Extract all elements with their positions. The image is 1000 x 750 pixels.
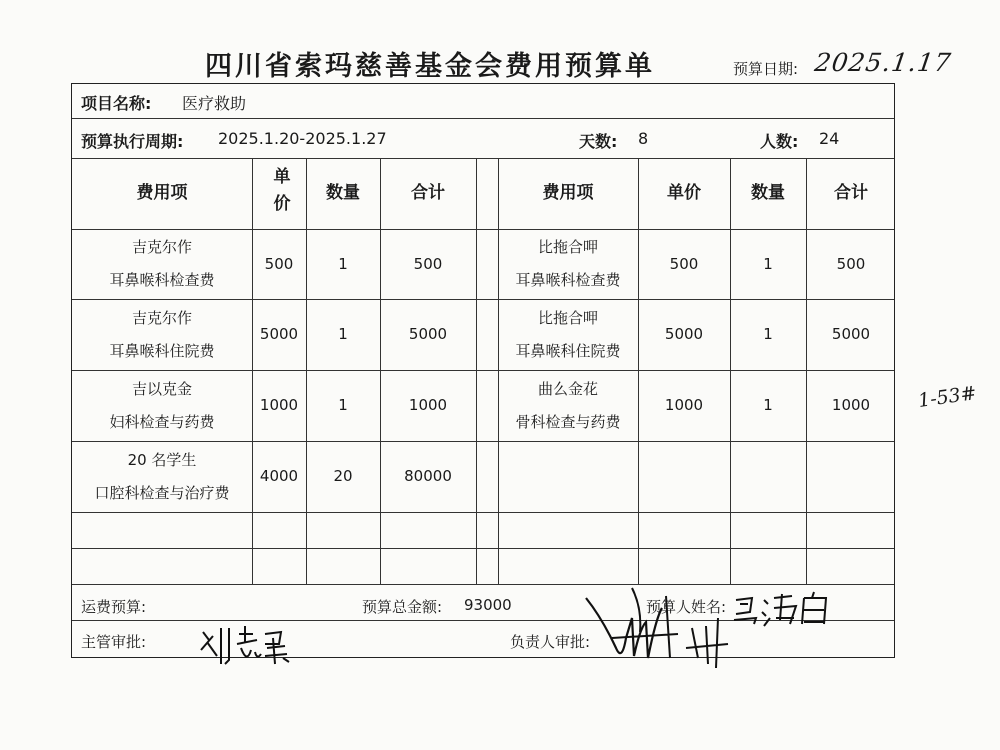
margin-note: 1-53# bbox=[916, 382, 978, 412]
column-header-total: 合计 bbox=[411, 183, 445, 203]
total-cell: 80000 bbox=[404, 467, 452, 485]
budget-total-value: 93000 bbox=[464, 596, 512, 614]
expense-item: 耳鼻喉科检查费 bbox=[109, 271, 215, 289]
left-row-2-item bbox=[72, 299, 252, 370]
days-value: 8 bbox=[638, 129, 649, 148]
quantity-cell: 1 bbox=[338, 396, 348, 414]
row-divider bbox=[72, 512, 894, 513]
patient-name: 吉克尔作 bbox=[131, 238, 192, 256]
expense-item: 耳鼻喉科住院费 bbox=[515, 341, 621, 360]
unit-price-cell: 1000 bbox=[259, 396, 299, 414]
unit-price-cell: 5000 bbox=[664, 325, 704, 343]
patient-name: 曲么金花 bbox=[537, 379, 598, 398]
patient-name: 比拖合呷 bbox=[537, 238, 598, 256]
right-row-2-item bbox=[498, 299, 638, 370]
days-label: 天数: bbox=[579, 132, 618, 151]
responsible-approval-label: 负责人审批: bbox=[510, 633, 591, 651]
period-value: 2025.1.20-2025.1.27 bbox=[218, 129, 387, 148]
quantity-cell: 1 bbox=[338, 325, 348, 343]
people-value: 24 bbox=[819, 129, 840, 148]
total-cell: 1000 bbox=[831, 396, 871, 414]
unit-price-cell: 4000 bbox=[259, 467, 299, 485]
quantity-cell: 1 bbox=[763, 396, 773, 414]
left-row-1-item bbox=[72, 229, 252, 299]
left-row-4-item bbox=[72, 441, 252, 512]
total-cell: 500 bbox=[836, 254, 866, 273]
row-divider bbox=[72, 584, 894, 585]
expense-item: 妇科检查与药费 bbox=[109, 412, 215, 431]
quantity-cell: 1 bbox=[763, 325, 773, 343]
column-divider bbox=[476, 158, 477, 584]
column-header-item-right: 费用项 bbox=[542, 183, 594, 203]
total-cell: 5000 bbox=[408, 325, 448, 343]
responsible-signature bbox=[582, 578, 742, 670]
patient-name: 吉以克金 bbox=[131, 379, 192, 398]
quantity-cell: 1 bbox=[338, 254, 348, 273]
left-row-3-item bbox=[72, 370, 252, 441]
right-row-1-item bbox=[498, 229, 638, 299]
patient-name: 20 名学生 bbox=[127, 450, 197, 469]
quantity-cell: 1 bbox=[763, 254, 773, 273]
people-label: 人数: bbox=[760, 132, 799, 151]
expense-item: 骨科检查与药费 bbox=[515, 412, 621, 431]
period-label: 预算执行周期: bbox=[81, 132, 184, 151]
expense-item: 耳鼻喉科检查费 bbox=[515, 271, 621, 289]
freight-budget-label: 运费预算: bbox=[81, 598, 147, 616]
total-cell: 500 bbox=[413, 254, 443, 273]
patient-name: 吉克尔作 bbox=[131, 308, 192, 327]
total-cell: 5000 bbox=[831, 325, 871, 343]
total-cell: 1000 bbox=[408, 396, 448, 414]
patient-name: 比拖合呷 bbox=[537, 308, 598, 327]
column-header-total-right: 合计 bbox=[834, 183, 868, 203]
column-header-item: 费用项 bbox=[136, 183, 188, 203]
budget-table bbox=[71, 83, 895, 658]
preparer-label: 预算人姓名: bbox=[646, 598, 727, 616]
preparer-signature bbox=[730, 590, 840, 630]
unit-price-cell: 500 bbox=[669, 254, 699, 273]
budget-date-label: 预算日期: bbox=[733, 60, 799, 78]
column-header-unit-price-text: 单价 bbox=[269, 166, 290, 221]
quantity-cell: 20 bbox=[333, 467, 353, 485]
right-row-3-item bbox=[498, 370, 638, 441]
expense-item: 口腔科检查与治疗费 bbox=[94, 483, 230, 502]
document-title: 四川省索玛慈善基金会费用预算单 bbox=[205, 51, 655, 82]
row-divider bbox=[72, 118, 894, 119]
unit-price-cell: 1000 bbox=[664, 396, 704, 414]
column-header-quantity-right: 数量 bbox=[751, 183, 785, 203]
column-header-quantity: 数量 bbox=[326, 183, 360, 203]
column-header-unit-price-right: 单价 bbox=[667, 183, 701, 203]
column-header-unit-price bbox=[252, 158, 306, 229]
supervisor-approval-label: 主管审批: bbox=[81, 633, 147, 651]
expense-item: 耳鼻喉科住院费 bbox=[109, 341, 215, 360]
unit-price-cell: 5000 bbox=[259, 325, 299, 343]
project-name-value: 医疗救助 bbox=[182, 94, 247, 113]
budget-total-label: 预算总金额: bbox=[362, 598, 443, 616]
row-divider bbox=[72, 548, 894, 549]
budget-date-value: 2025.1.17 bbox=[812, 48, 954, 77]
unit-price-cell: 500 bbox=[264, 254, 294, 273]
project-name-label: 项目名称: bbox=[81, 94, 152, 113]
supervisor-signature bbox=[195, 620, 295, 670]
